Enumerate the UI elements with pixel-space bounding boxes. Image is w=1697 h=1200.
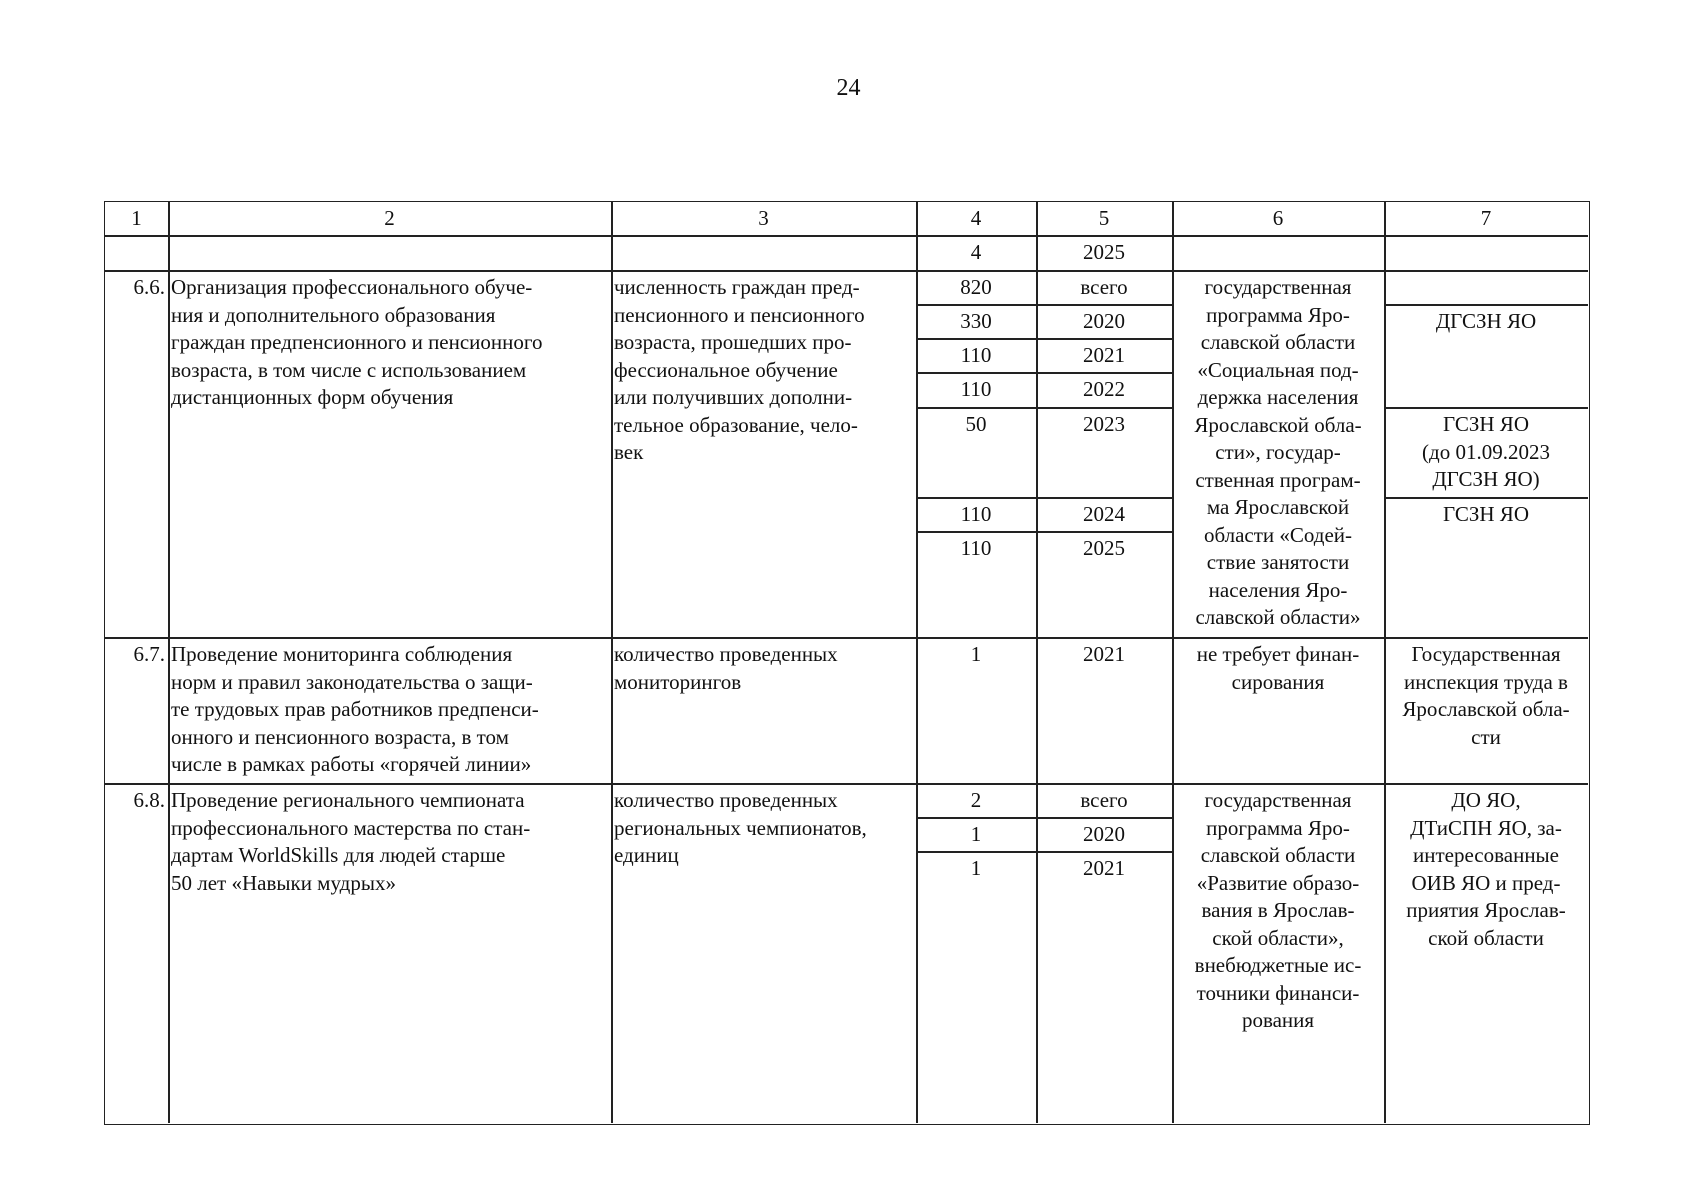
value-cell: 50 xyxy=(965,412,987,436)
grid-line xyxy=(916,407,1172,409)
indicator-text: количество проведенных региональных чемпионатов, единиц xyxy=(614,788,867,867)
value-cell: 330 xyxy=(960,309,992,333)
grid-line xyxy=(916,304,1172,306)
header-cell: 3 xyxy=(758,206,769,230)
row-number: 6.8. xyxy=(133,788,165,812)
value-cell: 110 xyxy=(960,502,992,526)
year-cell: 2021 xyxy=(1083,856,1125,880)
header-cell: 4 xyxy=(970,206,982,230)
financing-text: не требует финан- сирования xyxy=(1196,642,1360,694)
grid-line xyxy=(1384,304,1588,306)
measures-table xyxy=(104,201,1590,1125)
year-cell: 2021 xyxy=(1083,343,1125,367)
header-cell: 6 xyxy=(1272,206,1284,230)
value-cell: 1 xyxy=(970,642,982,666)
header-cell: 1 xyxy=(131,206,142,230)
grid-line xyxy=(916,817,1172,819)
year-cell: 2025 xyxy=(1083,536,1125,560)
executor-text: ГСЗН ЯО xyxy=(1443,502,1529,526)
year-cell: 2020 xyxy=(1083,822,1125,846)
sub-header-year: 2025 xyxy=(1083,240,1125,264)
measure-text: Проведение регионального чемпионата профессионального мастерства по стан- дартам WorldSkills для людей старше 50 лет «Навыки мудрых» xyxy=(171,788,531,895)
executor-text: ДГСЗН ЯО xyxy=(1435,309,1537,333)
header-cell: 5 xyxy=(1098,206,1110,230)
year-cell: всего xyxy=(1080,275,1128,299)
indicator-text: количество проведенных мониторингов xyxy=(614,642,838,694)
grid-line xyxy=(105,235,1588,237)
grid-line xyxy=(916,497,1172,499)
grid-line xyxy=(1384,407,1588,409)
year-cell: 2021 xyxy=(1083,642,1125,666)
year-cell: 2024 xyxy=(1083,502,1125,526)
year-cell: 2022 xyxy=(1083,377,1125,401)
grid-line xyxy=(1384,497,1588,499)
row-number: 6.6. xyxy=(133,275,165,299)
year-cell: 2020 xyxy=(1083,309,1125,333)
measure-text: Проведение мониторинга соблюдения норм и правил законодательства о защи- те трудовых прав работников предпенси- онного и пенсионного возраста, в том числе в рамках работы «горячей линии» xyxy=(171,642,539,776)
header-cell: 2 xyxy=(384,206,395,230)
value-cell: 820 xyxy=(960,275,992,299)
grid-line xyxy=(916,531,1172,533)
grid-line xyxy=(916,372,1172,374)
grid-line xyxy=(105,637,1588,639)
value-cell: 1 xyxy=(970,856,982,880)
value-cell: 110 xyxy=(960,377,992,401)
year-cell: 2023 xyxy=(1083,412,1125,436)
grid-line xyxy=(105,783,1588,785)
indicator-text: численность граждан пред- пенсионного и пенсионного возраста, прошедших про- фессиональное обучение или получивших дополни- тельное образование, чело- век xyxy=(614,275,865,464)
financing-text: государственная программа Яро- славской области «Социальная под- держка населения Ярославской обла- сти», государ- ственная програм- ма Ярославской области «Содей- ствие занятости населения Яро- славской области» xyxy=(1194,275,1362,629)
executor-text: Государственная инспекция труда в Ярославской обла- сти xyxy=(1402,642,1570,749)
grid-line xyxy=(168,202,170,1123)
value-cell: 1 xyxy=(970,822,982,846)
value-cell: 110 xyxy=(960,343,992,367)
value-cell: 2 xyxy=(970,788,982,812)
grid-line xyxy=(916,338,1172,340)
header-cell: 7 xyxy=(1480,206,1492,230)
executor-text: ГСЗН ЯО (до 01.09.2023 ДГСЗН ЯО) xyxy=(1422,412,1550,491)
grid-line xyxy=(611,202,613,1123)
grid-line xyxy=(916,851,1172,853)
value-cell: 110 xyxy=(960,536,992,560)
financing-text: государственная программа Яро- славской области «Развитие образо- вания в Ярослав- ской области», внебюджетные ис- точники финанси- рования xyxy=(1194,788,1362,1032)
measure-text: Организация профессионального обуче- ния и дополнительного образования граждан предпенсионного и пенсионного возраста, в том числе с использованием дистанционных форм обучения xyxy=(171,275,543,409)
year-cell: всего xyxy=(1080,788,1128,812)
page-number: 24 xyxy=(836,75,861,101)
grid-line xyxy=(105,270,1588,272)
executor-text: ДО ЯО, ДТиСПН ЯО, за- интересованные ОИВ ЯО и пред- приятия Ярослав- ской области xyxy=(1406,788,1566,950)
sub-header-value: 4 xyxy=(970,240,982,264)
row-number: 6.7. xyxy=(133,642,165,666)
